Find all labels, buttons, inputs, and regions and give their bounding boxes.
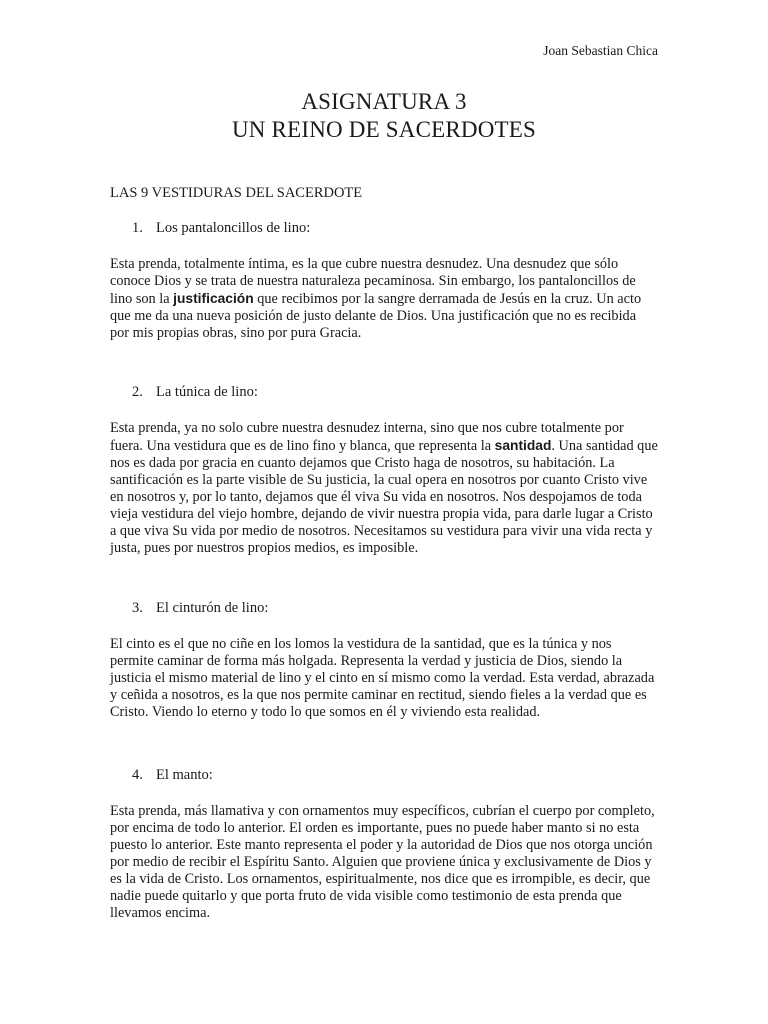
paragraph-text: Esta prenda, ya no solo cubre nuestra desnudez interna, sino que nos cubre totalmente por fuera. Una vestidura que es de lino fino y blanca, que representa la — [110, 420, 624, 454]
document-title — [0, 88, 768, 144]
paragraph-text: El cinto es el que no ciñe en los lomos la vestidura de la santidad, que es la túnica y nos permite caminar de forma más holgada. Representa la verdad y justicia de Dios, siendo la justicia el mismo material de lino y el cinto en sí mismo como la verdad. Esta verdad, abrazada y ceñida a nosotros, es la que nos permite caminar en rectitud, siendo fieles a la verdad que es Cristo. Viendo lo eterno y todo lo que somos en él y viviendo esta realidad. — [110, 636, 655, 720]
item-title: El cinturón de lino: — [156, 600, 269, 616]
item-number: 1. — [132, 220, 143, 236]
item-number: 3. — [132, 600, 143, 616]
item-paragraph — [110, 636, 658, 721]
list-item — [110, 382, 658, 557]
title-line-2: UN REINO DE SACERDOTES — [231, 117, 537, 142]
paragraph-text: Esta prenda, totalmente íntima, es la que cubre nuestra desnudez. Una desnudez que sólo conoce Dios y se trata de nuestra naturaleza pecaminosa. Sin embargo, los pantaloncillos de lino son la — [110, 256, 636, 307]
item-heading — [132, 598, 658, 618]
item-title: La túnica de lino: — [156, 384, 258, 400]
item-paragraph — [110, 256, 658, 342]
author-name: Joan Sebastian Chica — [543, 43, 658, 58]
item-heading — [132, 382, 658, 402]
item-heading — [132, 765, 658, 785]
item-number: 4. — [132, 767, 143, 783]
paragraph-text: . Una santidad que nos es dada por gracia en cuanto dejamos que Cristo haga de nosotros, su habitación. La santificación es la parte visible de Su justicia, la cual opera en nosotros por cuanto Cristo vive en nosotros y, por lo tanto, dejamos que él viva Su vida en nosotros. Nos despojamos de toda vieja vestidura del viejo hombre, dejando de vivir nuestra propia vida, para darle lugar a Cristo a que viva Su vida por medio de nosotros. Necesitamos su vestidura para vivir una vida recta y justa, pues por nuestros propios medios, es imposible. — [110, 438, 658, 556]
item-number: 2. — [132, 384, 143, 400]
emphasis-text: santidad — [494, 438, 552, 453]
emphasis-text: justificación — [173, 291, 254, 306]
section-heading: LAS 9 VESTIDURAS DEL SACERDOTE — [110, 185, 363, 201]
list-item — [110, 218, 658, 342]
item-title: El manto: — [156, 767, 213, 783]
item-paragraph — [110, 420, 658, 557]
list-item — [110, 765, 658, 922]
paragraph-text: que recibimos por la sangre derramada de Jesús en la cruz. Un acto que me da una nueva posición de justo delante de Dios. Una justificación que no es recibida por mis propias obras, sino por pura Gracia. — [110, 291, 642, 341]
item-title: Los pantaloncillos de lino: — [156, 220, 311, 236]
paragraph-text: Esta prenda, más llamativa y con ornamentos muy específicos, cubrían el cuerpo por completo, por encima de todo lo anterior. El orden es importante, pues no puede haber manto si no esta puesto lo anterior. Este manto representa el poder y la autoridad de Dios que nos otorga unción por medio de recibir el Espíritu Santo. Alguien que proviene única y exclusivamente de Dios y es la vida de Cristo. Los ornamentos, espiritualmente, nos dice que es irrompible, es decir, que nadie puede quitarlo y que porta fruto de vida visible como testimonio de esta prenda que llevamos encima. — [110, 803, 655, 921]
item-heading — [132, 218, 658, 238]
list-item — [110, 598, 658, 721]
item-paragraph — [110, 803, 658, 922]
title-line-1: ASIGNATURA 3 — [301, 89, 467, 114]
